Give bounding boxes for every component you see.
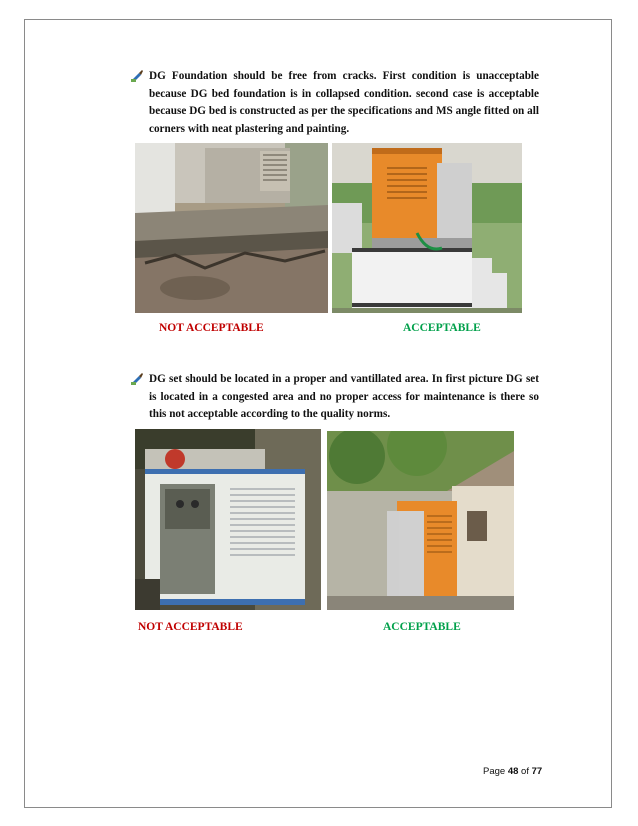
caption-not-acceptable-2: NOT ACCEPTABLE (138, 621, 243, 633)
photo-proper-foundation (332, 143, 522, 313)
photo-well-located-dg-set (327, 431, 514, 610)
caption-not-acceptable-1: NOT ACCEPTABLE (159, 322, 264, 334)
pen-arrow-bullet-icon (131, 70, 143, 82)
caption-acceptable-2: ACCEPTABLE (383, 621, 461, 633)
current-page: 48 (507, 766, 519, 777)
photo-collapsed-foundation (135, 143, 328, 313)
caption-acceptable-1: ACCEPTABLE (403, 322, 481, 334)
bullet-text: DG set should be located in a proper and vantillated area. In first picture DG set is located in a congested area and no proper access for maintenance is there so this not acceptable according to the quality norms. (149, 373, 539, 420)
photo-congested-dg-set (135, 429, 321, 610)
page-number (483, 766, 542, 777)
bullet-text: DG Foundation should be free from cracks. First condition is unacceptable because DG bed foundation is in collapsed condition. second case is acceptable because DG bed is constructed as per the specifications and MS angle fitted on all corners with neat plastering and painting. (149, 70, 539, 135)
bullet-item-location (131, 371, 539, 424)
bullet-item-foundation (131, 68, 539, 138)
total-pages: 77 (531, 766, 543, 777)
page-of: of (518, 766, 532, 777)
page-label: Page (483, 766, 508, 777)
pen-arrow-bullet-icon (131, 373, 143, 385)
